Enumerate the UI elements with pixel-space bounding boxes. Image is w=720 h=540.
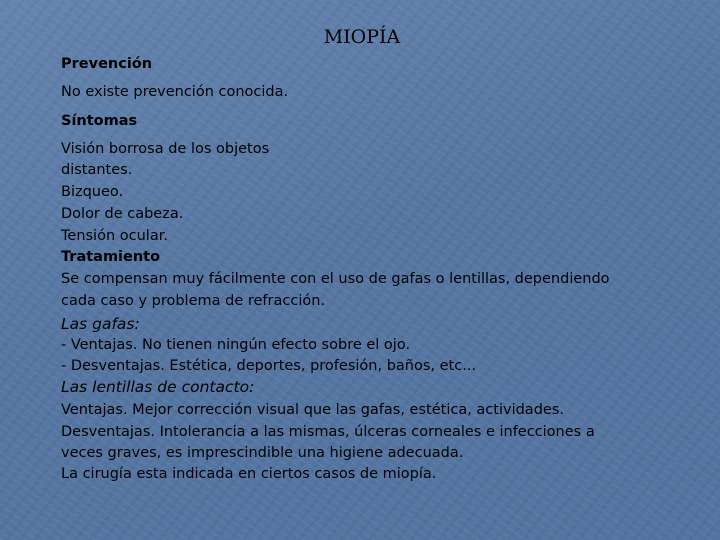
symptoms-line: Bizqueo. <box>61 184 124 200</box>
contacts-line: La cirugía esta indicada en ciertos casos de miopía. <box>61 466 437 482</box>
treatment-heading: Tratamiento <box>61 249 161 265</box>
glasses-heading: Las gafas: <box>61 315 140 333</box>
contacts-line: veces graves, es imprescindible una higiene adecuada. <box>61 445 464 461</box>
contacts-line: Desventajas. Intolerancia a las mismas, úlceras corneales e infecciones a <box>61 424 595 440</box>
treatment-line: Se compensan muy fácilmente con el uso de gafas o lentillas, dependiendo <box>61 271 610 287</box>
contacts-line: Ventajas. Mejor corrección visual que las gafas, estética, actividades. <box>61 402 564 418</box>
treatment-line: cada caso y problema de refracción. <box>61 293 326 309</box>
glasses-line: - Desventajas. Estética, deportes, profesión, baños, etc... <box>61 358 477 374</box>
slide-title <box>0 25 720 49</box>
symptoms-line: Dolor de cabeza. <box>61 206 184 222</box>
symptoms-line: distantes. <box>61 162 133 178</box>
slide-title-text: MIOPÍA <box>323 26 401 48</box>
symptoms-line: Tensión ocular. <box>61 228 168 244</box>
symptoms-heading: Síntomas <box>61 113 138 129</box>
glasses-line: - Ventajas. No tienen ningún efecto sobre el ojo. <box>61 337 411 353</box>
prevention-text: No existe prevención conocida. <box>61 84 289 100</box>
contacts-heading: Las lentillas de contacto: <box>61 378 255 396</box>
prevention-heading: Prevención <box>61 56 153 72</box>
symptoms-line: Visión borrosa de los objetos <box>61 141 270 157</box>
